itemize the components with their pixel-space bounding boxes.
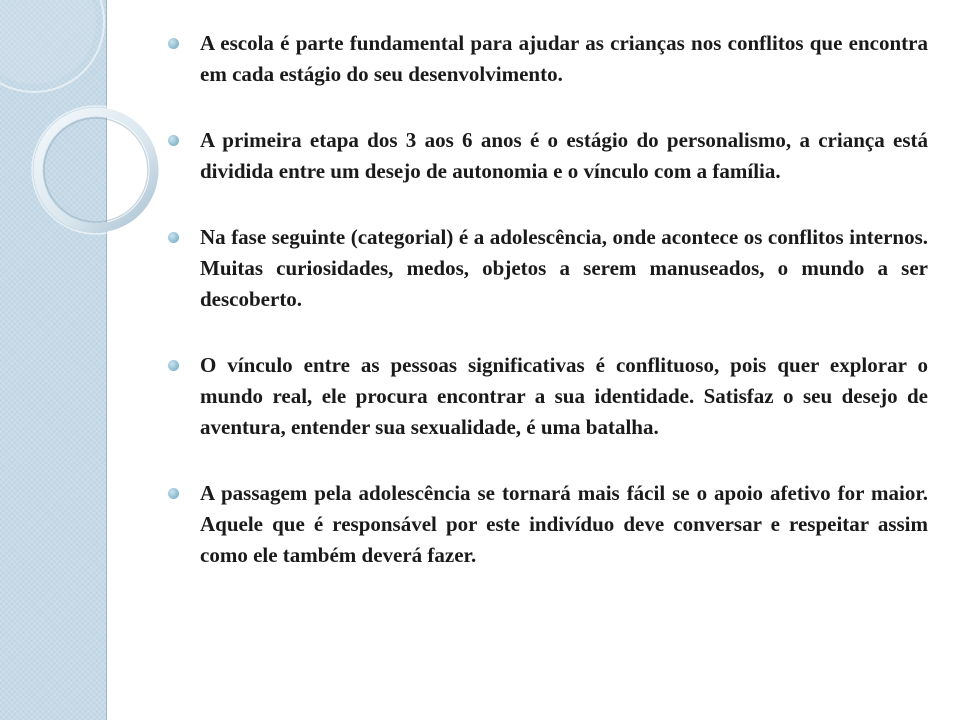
bullet-icon xyxy=(168,360,179,371)
list-item xyxy=(160,125,928,187)
bullet-text: A escola é parte fundamental para ajudar as crianças nos conflitos que encontra em cada estágio do seu desenvolvimento. xyxy=(200,31,928,86)
list-item xyxy=(160,28,928,90)
bullet-list xyxy=(160,28,928,606)
bullet-icon xyxy=(168,135,179,146)
bullet-text: Na fase seguinte (categorial) é a adolescência, onde acontece os conflitos internos. Muitas curiosidades, medos, objetos a serem manuseados, o mundo a ser descoberto. xyxy=(200,225,928,311)
bullet-text: A primeira etapa dos 3 aos 6 anos é o estágio do personalismo, a criança está dividida entre um desejo de autonomia e o vínculo com a família. xyxy=(200,128,928,183)
bullet-icon xyxy=(168,232,179,243)
bullet-icon xyxy=(168,38,179,49)
list-item xyxy=(160,478,928,571)
list-item xyxy=(160,222,928,315)
decorative-rings-icon xyxy=(0,0,160,260)
list-item xyxy=(160,350,928,443)
bullet-text: A passagem pela adolescência se tornará mais fácil se o apoio afetivo for maior. Aquele que é responsável por este indivíduo deve conversar e respeitar assim como ele também deverá fazer. xyxy=(200,481,928,567)
decorative-sidebar xyxy=(0,0,107,720)
bullet-text: O vínculo entre as pessoas significativas é conflituoso, pois quer explorar o mundo real, ele procura encontrar a sua identidade. Satisfaz o seu desejo de aventura, entender sua sexualidade, é uma batalha. xyxy=(200,353,928,439)
bullet-icon xyxy=(168,488,179,499)
